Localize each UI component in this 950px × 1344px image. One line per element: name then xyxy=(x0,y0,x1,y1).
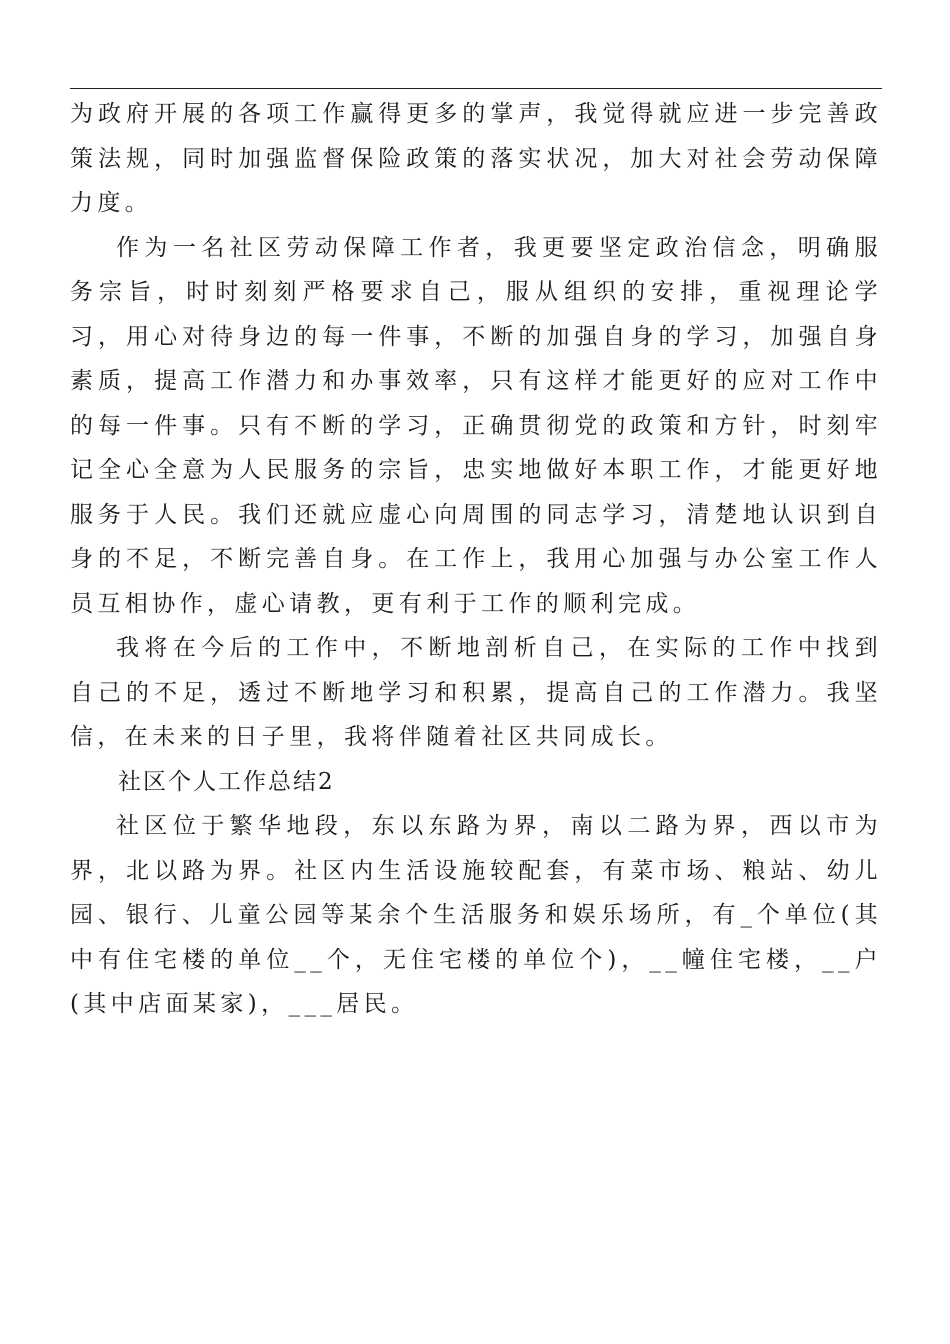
paragraph-community-location: 社区位于繁华地段，东以东路为界，南以二路为界，西以市为界，北以路为界。社区内生活设施较配套，有菜市场、粮站、幼儿园、银行、儿童公园等某余个生活服务和娱乐场所，有_个单位(其中有住宅楼的单位__个，无住宅楼的单位个)，__幢住宅楼，__户(其中店面某家)，___居民。 xyxy=(70,813,882,1017)
paragraph-future: 我将在今后的工作中，不断地剖析自己，在实际的工作中找到自己的不足，透过不断地学习和积累，提高自己的工作潜力。我坚信，在未来的日子里，我将伴随着社区共同成长。 xyxy=(70,635,882,750)
document-body xyxy=(70,92,882,1027)
paragraph-continued: 为政府开展的各项工作赢得更多的掌声，我觉得就应进一步完善政策法规，同时加强监督保险政策的落实状况，加大对社会劳动保障力度。 xyxy=(70,101,882,216)
header-rule xyxy=(70,88,882,89)
paragraph-labor-worker: 作为一名社区劳动保障工作者，我更要坚定政治信念，明确服务宗旨，时时刻刻严格要求自己，服从组织的安排，重视理论学习，用心对待身边的每一件事，不断的加强自身的学习，加强自身素质，提高工作潜力和办事效率，只有这样才能更好的应对工作中的每一件事。只有不断的学习，正确贯彻党的政策和方针，时刻牢记全心全意为人民服务的宗旨，忠实地做好本职工作，才能更好地服务于人民。我们还就应虚心向周围的同志学习，清楚地认识到自身的不足，不断完善自身。在工作上，我用心加强与办公室工作人员互相协作，虚心请教，更有利于工作的顺利完成。 xyxy=(70,234,882,617)
section-heading: 社区个人工作总结2 xyxy=(118,768,335,795)
